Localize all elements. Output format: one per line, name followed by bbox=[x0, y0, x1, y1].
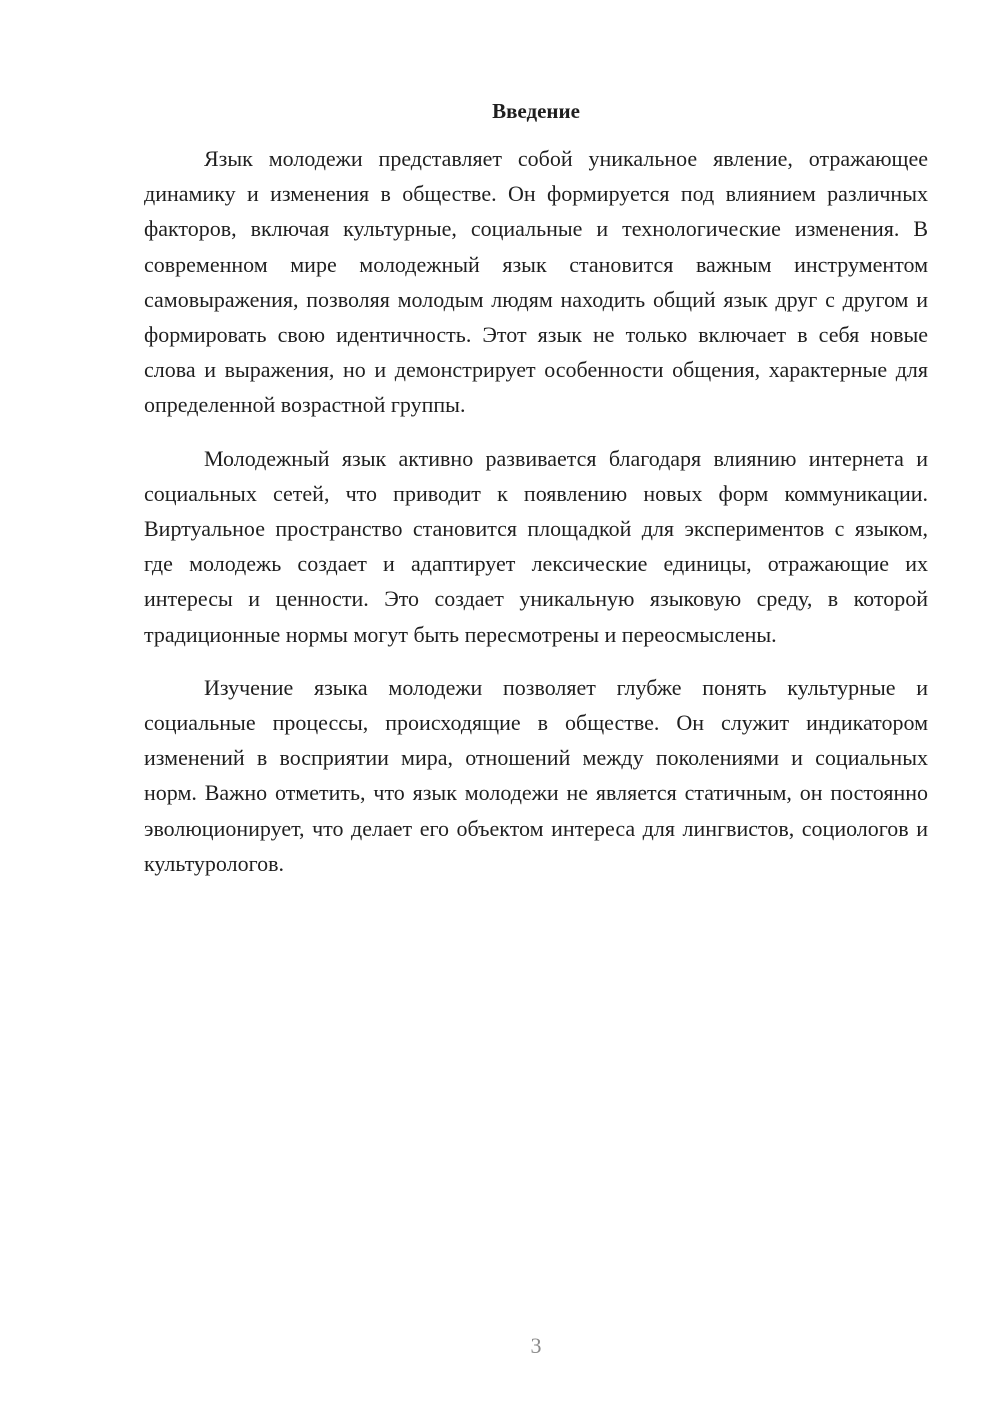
page-number: 3 bbox=[530, 1333, 542, 1358]
section-heading: Введение bbox=[492, 99, 580, 123]
paragraph-3: Изучение языка молодежи позволяет глубже понять культурные и социальные процессы, происходящие в обществе. Он служит индикатором изменений в восприятии мира, отношений между поколениями и социальных норм. Важно отметить, что язык молодежи не является статичным, он постоянно эволюционирует, что делает его объектом интереса для лингвистов, социологов и культурологов. bbox=[144, 674, 928, 876]
paragraph-1: Язык молодежи представляет собой уникальное явление, отражающее динамику и изменения в обществе. Он формируется под влиянием различных факторов, включая культурные, социальные и технологические изменения. В современном мире молодежный язык становится важным инструментом самовыражения, позволяя молодым людям находить общий язык друг с другом и формировать свою идентичность. Этот язык не только включает в себя новые слова и выражения, но и демонстрирует особенности общения, характерные для определенной возрастной группы. bbox=[144, 146, 928, 418]
body-text bbox=[144, 141, 928, 899]
paragraph-2: Молодежный язык активно развивается благодаря влиянию интернета и социальных сетей, что приводит к появлению новых форм коммуникации. Виртуальное пространство становится площадкой для экспериментов с языком, где молодежь создает и адаптирует лексические единицы, отражающие их интересы и ценности. Это создает уникальную языковую среду, в которой традиционные нормы могут быть пересмотрены и переосмыслены. bbox=[144, 445, 928, 647]
